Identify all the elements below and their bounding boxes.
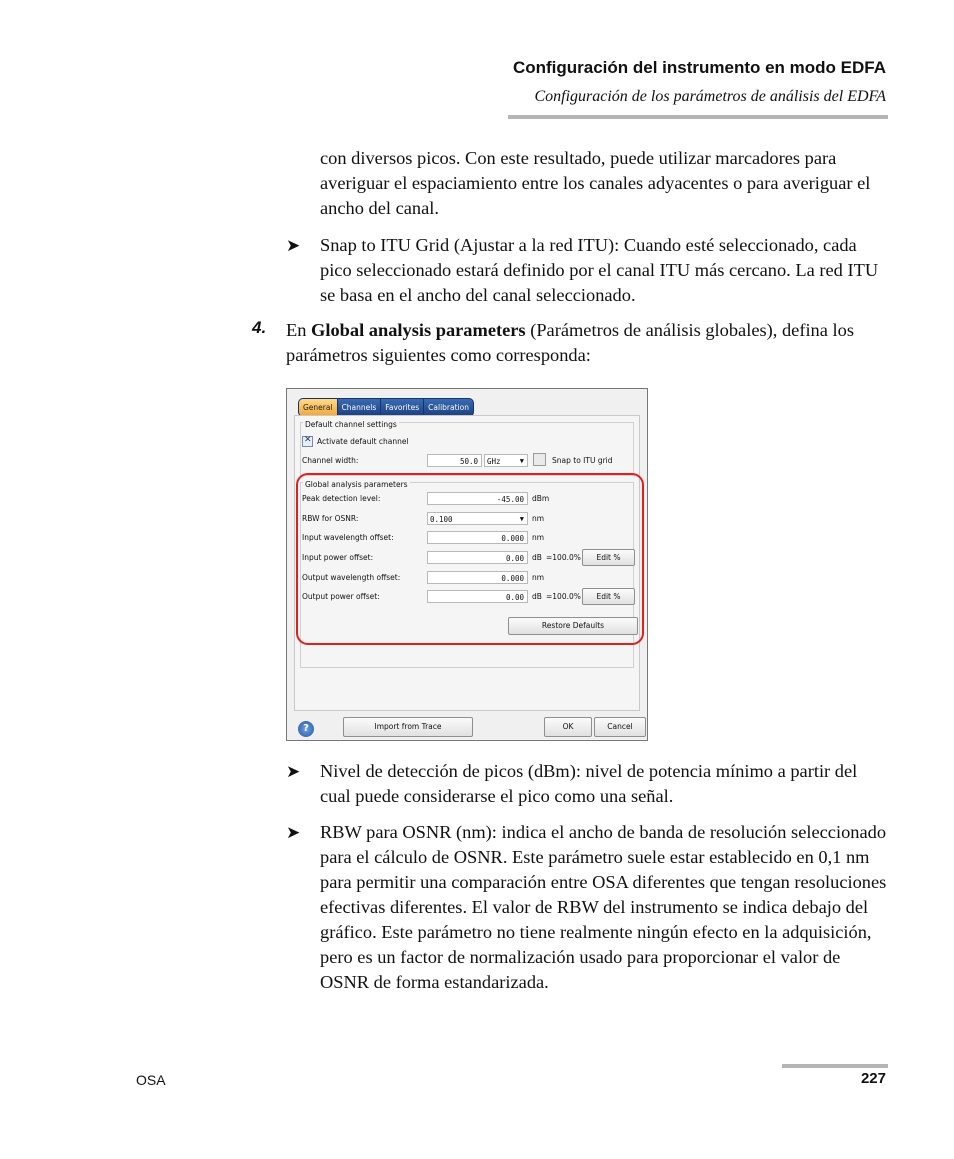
page-number: 227 bbox=[860, 1070, 886, 1087]
peak-detection-label: Peak detection level: bbox=[302, 494, 381, 503]
header-rule bbox=[508, 115, 888, 119]
input-edit-percent-button[interactable]: Edit % bbox=[582, 549, 635, 566]
restore-defaults-button[interactable]: Restore Defaults bbox=[508, 617, 638, 635]
activate-default-checkbox[interactable] bbox=[302, 436, 313, 447]
step-suffix: (Parámetros de análisis globales), defina los parámetros siguientes como corresponda: bbox=[286, 320, 854, 365]
tab-calibration[interactable]: Calibration bbox=[423, 398, 474, 417]
output-power-offset-label: Output power offset: bbox=[302, 592, 380, 601]
settings-dialog bbox=[286, 388, 648, 741]
tab-general[interactable]: General bbox=[298, 398, 337, 417]
output-wavelength-offset-input[interactable]: 0.000 bbox=[427, 571, 528, 584]
step-bold-term: Global analysis parameters bbox=[311, 320, 526, 340]
rbw-osnr-unit: nm bbox=[532, 514, 545, 523]
bullet-snap-text: Snap to ITU Grid (Ajustar a la red ITU): Cuando esté seleccionado, cada pico seleccionado estará definido por el canal ITU más cercano. La red ITU se basa en el ancho del canal seleccionado. bbox=[320, 235, 879, 305]
footer-rule bbox=[782, 1064, 888, 1068]
import-from-trace-button[interactable]: Import from Trace bbox=[343, 717, 473, 737]
chevron-down-icon: ▼ bbox=[519, 515, 524, 523]
input-power-offset-percent: =100.0% bbox=[546, 553, 581, 562]
ok-button[interactable]: OK bbox=[544, 717, 592, 737]
activate-default-label: Activate default channel bbox=[317, 437, 409, 446]
input-wavelength-offset-label: Input wavelength offset: bbox=[302, 533, 394, 542]
default-group-title: Default channel settings bbox=[305, 420, 397, 429]
tab-bar bbox=[298, 398, 474, 415]
running-header-subtitle: Configuración de los parámetros de análisis del EDFA bbox=[534, 88, 886, 105]
snap-itu-checkbox[interactable] bbox=[533, 453, 546, 466]
step-text bbox=[286, 318, 886, 368]
chevron-down-icon: ▼ bbox=[519, 457, 524, 465]
help-icon[interactable]: ? bbox=[298, 721, 314, 737]
highlight-outline bbox=[296, 473, 644, 645]
footer-product: OSA bbox=[136, 1072, 166, 1088]
input-wavelength-offset-input[interactable]: 0.000 bbox=[427, 531, 528, 544]
running-header-title: Configuración del instrumento en modo EDFA bbox=[512, 58, 886, 77]
rbw-osnr-value: 0.100 bbox=[430, 515, 453, 524]
output-wavelength-offset-unit: nm bbox=[532, 573, 545, 582]
bullet-arrow: ➤ bbox=[286, 762, 301, 781]
peak-detection-unit: dBm bbox=[532, 494, 550, 503]
output-edit-percent-button[interactable]: Edit % bbox=[582, 588, 635, 605]
rbw-osnr-label: RBW for OSNR: bbox=[302, 514, 359, 523]
input-wavelength-offset-unit: nm bbox=[532, 533, 545, 542]
output-power-offset-unit: dB bbox=[532, 592, 542, 601]
output-power-offset-percent: =100.0% bbox=[546, 592, 581, 601]
step-prefix: En bbox=[286, 320, 312, 340]
snap-itu-label: Snap to ITU grid bbox=[552, 456, 613, 465]
bullet-rbw-text: RBW para OSNR (nm): indica el ancho de banda de resolución seleccionado para el cálculo de OSNR. Este parámetro suele estar establecido en 0,1 nm para permitir una comparación entre OSA diferentes que tengan resoluciones efectivas diferentes. El valor de RBW del instrumento se indica debajo del gráfico. Este parámetro no tiene realmente ningún efecto en la adquisición, pero es un factor de normalización usado para proporcionar el valor de OSNR de forma estandarizada. bbox=[320, 822, 887, 992]
tab-favorites[interactable]: Favorites bbox=[380, 398, 423, 417]
channel-width-unit-select[interactable] bbox=[484, 454, 528, 467]
channel-width-label: Channel width: bbox=[302, 456, 359, 465]
channel-width-unit: GHz bbox=[487, 457, 501, 466]
input-power-offset-label: Input power offset: bbox=[302, 553, 374, 562]
bullet-peak-text: Nivel de detección de picos (dBm): nivel de potencia mínimo a partir del cual puede considerarse el pico como una señal. bbox=[320, 761, 858, 806]
tab-channels[interactable]: Channels bbox=[337, 398, 381, 417]
channel-width-input[interactable]: 50.0 bbox=[427, 454, 482, 467]
input-power-offset-unit: dB bbox=[532, 553, 542, 562]
bullet-arrow: ➤ bbox=[286, 236, 301, 255]
cancel-button[interactable]: Cancel bbox=[594, 717, 646, 737]
peak-detection-input[interactable]: -45.00 bbox=[427, 492, 528, 505]
output-power-offset-input[interactable]: 0.00 bbox=[427, 590, 528, 603]
step-number: 4. bbox=[252, 318, 267, 337]
global-group-title: Global analysis parameters bbox=[305, 480, 408, 489]
bullet-arrow: ➤ bbox=[286, 823, 301, 842]
input-power-offset-input[interactable]: 0.00 bbox=[427, 551, 528, 564]
output-wavelength-offset-label: Output wavelength offset: bbox=[302, 573, 401, 582]
continued-paragraph: con diversos picos. Con este resultado, puede utilizar marcadores para averiguar el espaciamiento entre los canales adyacentes o para averiguar el ancho del canal. bbox=[320, 148, 871, 218]
